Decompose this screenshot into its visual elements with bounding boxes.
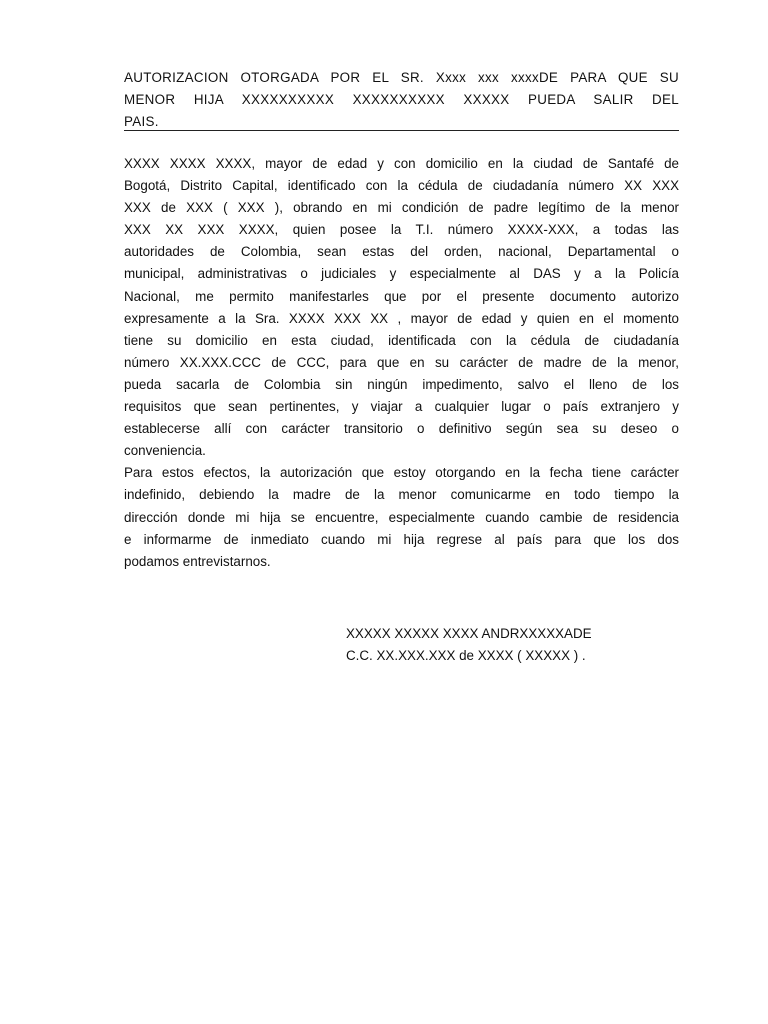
body-line: XXX de XXX ( XXX ), obrando en mi condición de padre legítimo de la menor xyxy=(124,200,679,216)
title-line: MENOR HIJA XXXXXXXXXX XXXXXXXXXX XXXXX PUEDA SALIR DEL xyxy=(124,92,679,108)
body-line: dirección donde mi hija se encuentre, especialmente cuando cambie de residencia xyxy=(124,509,679,525)
body-line: podamos entrevistarnos. xyxy=(124,553,271,569)
body-line: indefinido, debiendo la madre de la menor comunicarme en todo tiempo la xyxy=(124,487,679,503)
body-line: Para estos efectos, la autorización que estoy otorgando en la fecha tiene carácter xyxy=(124,465,679,481)
body-line: autoridades de Colombia, sean estas del orden, nacional, Departamental o xyxy=(124,244,679,260)
body-line: requisitos que sean pertinentes, y viajar a cualquier lugar o país extranjero y xyxy=(124,399,679,415)
body-line: Bogotá, Distrito Capital, identificado con la cédula de ciudadanía número XX XXX xyxy=(124,178,679,194)
body-line: municipal, administrativas o judiciales y especialmente al DAS y a la Policía xyxy=(124,266,679,282)
title-line: PAIS. xyxy=(124,114,159,130)
title-line: AUTORIZACION OTORGADA POR EL SR. Xxxx xxx xxxxDE PARA QUE SU xyxy=(124,70,679,85)
title-underline-rule xyxy=(124,130,679,131)
body-line: número XX.XXX.CCC de CCC, para que en su carácter de madre de la menor, xyxy=(124,354,679,370)
body-line: e informarme de inmediato cuando mi hija regrese al país para que los dos xyxy=(124,531,679,547)
body-line: XXXX XXXX XXXX, mayor de edad y con domicilio en la ciudad de Santafé de xyxy=(124,156,679,171)
signatory-name: XXXXX XXXXX XXXX ANDRXXXXXADE xyxy=(346,626,592,641)
body-line: pueda sacarla de Colombia sin ningún impedimento, salvo el lleno de los xyxy=(124,376,679,392)
signature-block xyxy=(346,623,676,667)
body-line: conveniencia. xyxy=(124,443,206,459)
body-line: expresamente a la Sra. XXXX XXX XX , mayor de edad y quien en el momento xyxy=(124,310,679,326)
document-title xyxy=(124,67,679,134)
signatory-id: C.C. XX.XXX.XXX de XXXX ( XXXXX ) . xyxy=(346,648,586,663)
body-line: tiene su domicilio en esta ciudad, identificada con la cédula de ciudadanía xyxy=(124,332,679,348)
body-line: XXX XX XXX XXXX, quien posee la T.I. número XXXX-XXX, a todas las xyxy=(124,222,679,238)
document-body xyxy=(124,153,679,573)
body-line: Nacional, me permito manifestarles que por el presente documento autorizo xyxy=(124,288,679,304)
body-line: establecerse allí con carácter transitorio o definitivo según sea su deseo o xyxy=(124,421,679,437)
